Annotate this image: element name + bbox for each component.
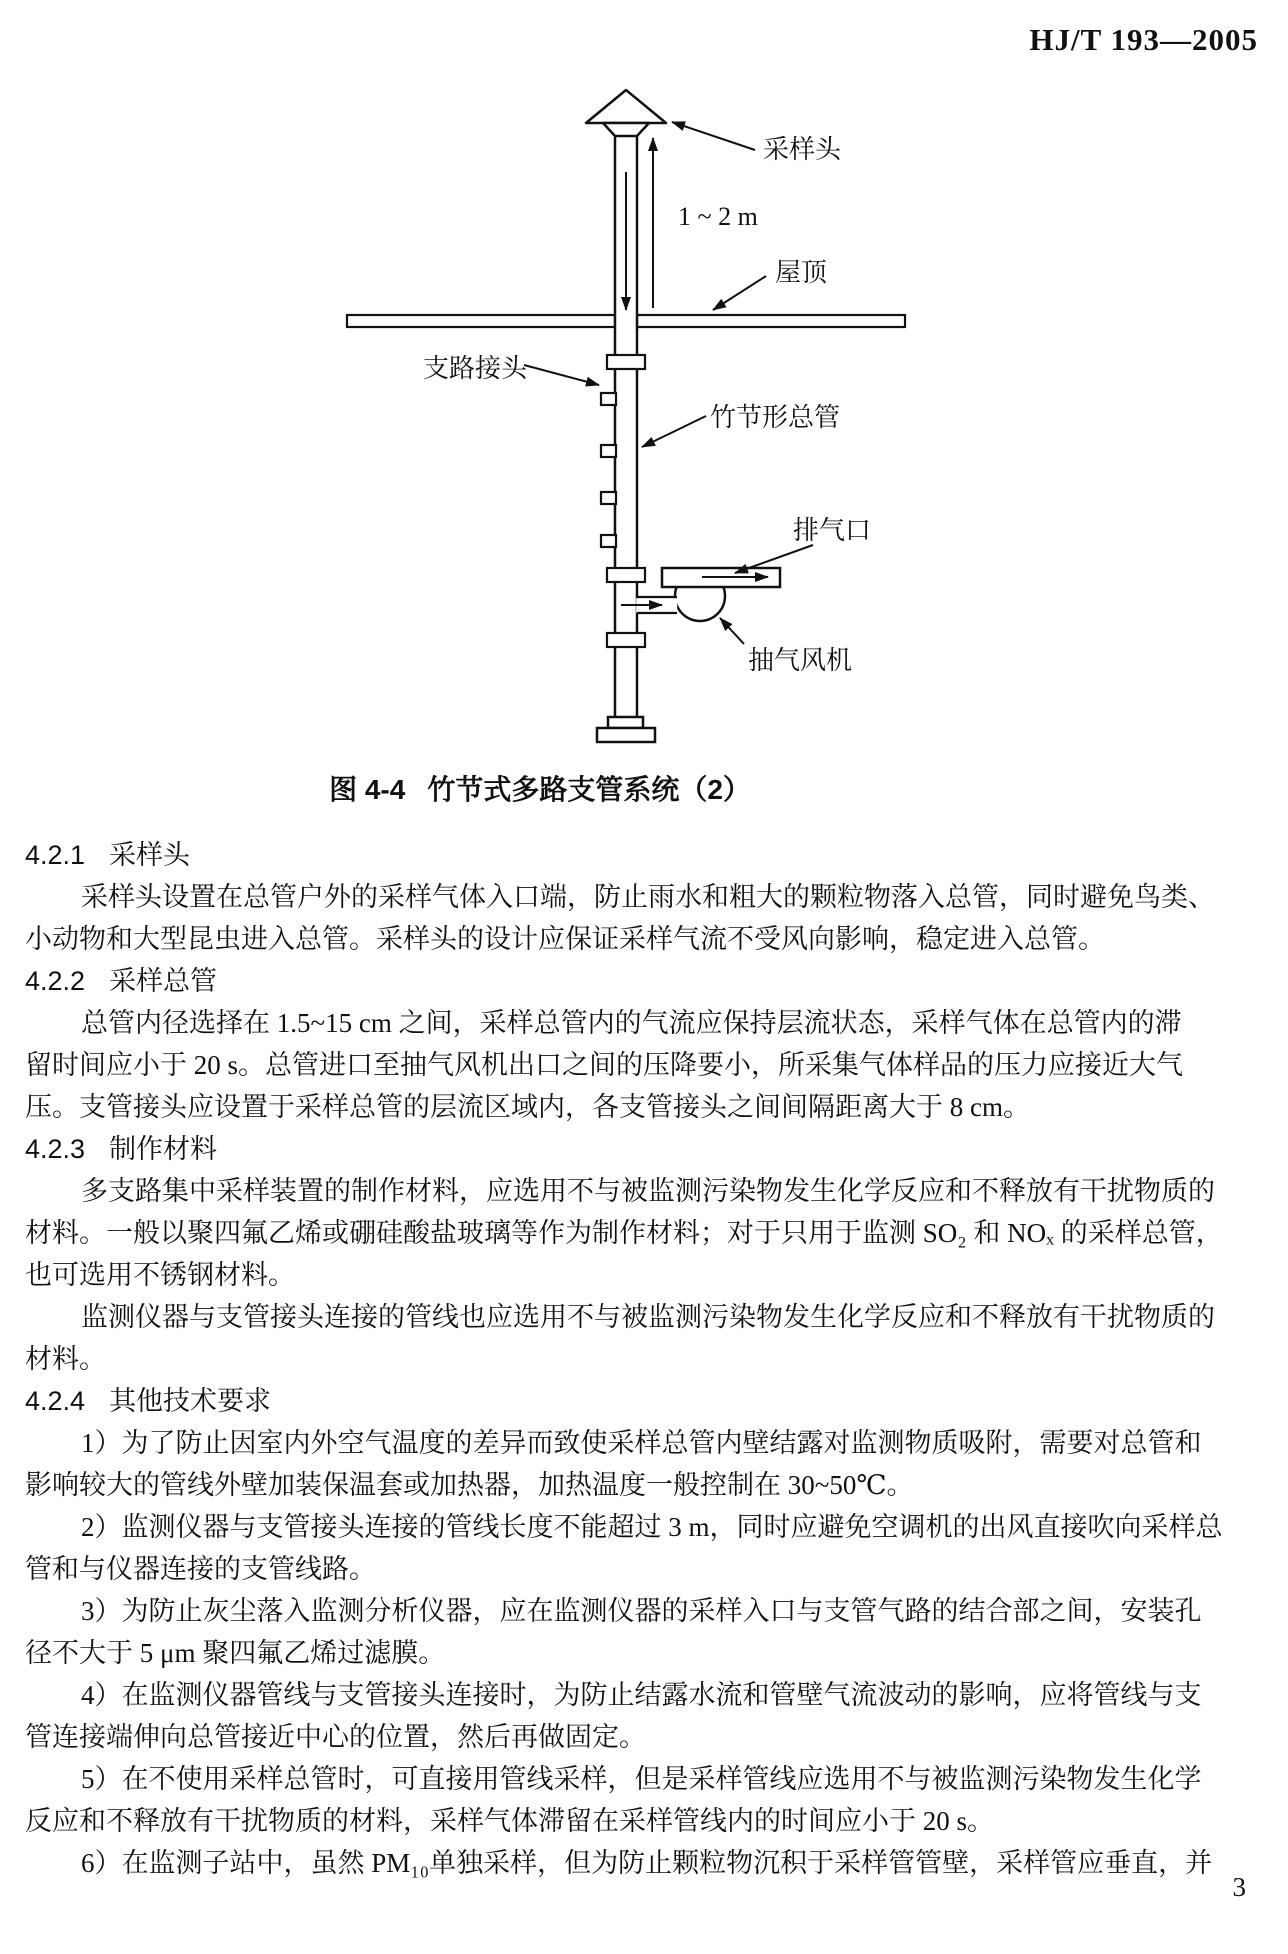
section-4-2-3-heading — [25, 1128, 1265, 1170]
figure-caption-number: 图 4-4 — [329, 774, 406, 805]
section-title: 其他技术要求 — [109, 1386, 272, 1416]
bamboo-pipe-label: 竹节形总管 — [710, 403, 841, 432]
section-title: 采样总管 — [109, 966, 218, 996]
body-line: 径不大于 5 μm 聚四氟乙烯过滤膜。 — [25, 1638, 446, 1668]
body-line: 6）在监测子站中，虽然 PM₁₀单独采样，但为防止颗粒物沉积于采样管管壁，采样管应垂直，并 — [81, 1848, 1213, 1878]
sampling-head-cone — [586, 90, 666, 136]
exhaust-fan-label: 抽气风机 — [748, 646, 853, 675]
roof-arrow — [713, 276, 766, 310]
section-4-2-4-heading — [25, 1380, 1265, 1422]
body-line: 多支路集中采样装置的制作材料，应选用不与被监测污染物发生化学反应和不释放有干扰物质的 — [81, 1176, 1215, 1206]
body-line: 材料。一般以聚四氟乙烯或硼硅酸盐玻璃等作为制作材料；对于只用于监测 SO₂ 和 NOₓ 的采样总管， — [25, 1218, 1223, 1248]
body-line: 材料。 — [25, 1344, 106, 1374]
body-line: 管连接端伸向总管接近中心的位置，然后再做固定。 — [25, 1722, 646, 1752]
body-line: 总管内径选择在 1.5~15 cm 之间，采样总管内的气流应保持层流状态，采样气体在总管内的滞 — [81, 1008, 1182, 1038]
body-line: 也可选用不锈钢材料。 — [25, 1260, 295, 1290]
sampling-system-diagram — [0, 62, 1288, 768]
branch-joint-label: 支路接头 — [423, 354, 528, 383]
exhaust-port-label: 排气口 — [793, 516, 872, 545]
section-title: 采样头 — [109, 840, 191, 870]
page-number: 3 — [1232, 1872, 1246, 1902]
branch-joint-arrow — [524, 365, 599, 385]
exhaust-fan-arrow — [720, 618, 744, 644]
dimension-label: 1 ~ 2 m — [678, 202, 758, 231]
body-line: 影响较大的管线外壁加装保温套或加热器，加热温度一般控制在 30~50℃。 — [25, 1470, 914, 1500]
body-line: 5）在不使用采样总管时，可直接用管线采样，但是采样管线应选用不与被监测污染物发生化学 — [81, 1764, 1202, 1794]
doc-number: HJ/T 193—2005 — [1029, 22, 1258, 57]
sampling-head-label: 采样头 — [763, 135, 842, 164]
sampling-head-arrow — [672, 122, 755, 150]
section-number: 4.2.4 — [25, 1386, 86, 1416]
figure-caption — [0, 768, 1080, 808]
body-line: 2）监测仪器与支管接头连接的管线长度不能超过 3 m，同时应避免空调机的出风直接吹向采样总 — [81, 1512, 1223, 1542]
body-line: 监测仪器与支管接头连接的管线也应选用不与被监测污染物发生化学反应和不释放有干扰物质的 — [81, 1302, 1215, 1332]
body-line: 压。支管接头应设置于采样总管的层流区域内，各支管接头之间间隔距离大于 8 cm。 — [25, 1092, 1030, 1122]
bamboo-pipe-arrow — [642, 416, 706, 447]
section-title: 制作材料 — [109, 1134, 218, 1164]
section-4-2-1-heading — [25, 834, 1265, 876]
section-number: 4.2.1 — [25, 840, 86, 870]
pipe-base — [597, 717, 655, 742]
section-number: 4.2.3 — [25, 1134, 86, 1164]
section-number: 4.2.2 — [25, 966, 86, 996]
body-line: 3）为防止灰尘落入监测分析仪器，应在监测仪器的采样入口与支管气路的结合部之间，安装孔 — [81, 1596, 1202, 1626]
body-line: 4）在监测仪器管线与支管接头连接时，为防止结露水流和管壁气流波动的影响，应将管线与支 — [81, 1680, 1202, 1710]
figure-caption-title: 竹节式多路支管系统（2） — [427, 774, 751, 805]
document-body — [25, 834, 1265, 1884]
roof-label: 屋顶 — [775, 258, 828, 287]
section-4-2-2-heading — [25, 960, 1265, 1002]
body-line: 反应和不释放有干扰物质的材料，采样气体滞留在采样管线内的时间应小于 20 s。 — [25, 1806, 995, 1836]
body-line: 1）为了防止因室内外空气温度的差异而致使采样总管内壁结露对监测物质吸附，需要对总管和 — [81, 1428, 1202, 1458]
body-line: 管和与仪器连接的支管线路。 — [25, 1554, 376, 1584]
body-line: 小动物和大型昆虫进入总管。采样头的设计应保证采样气流不受风向影响，稳定进入总管。 — [25, 924, 1105, 954]
body-line: 留时间应小于 20 s。总管进口至抽气风机出口之间的压降要小，所采集气体样品的压力应接近大气 — [25, 1050, 1184, 1080]
body-line: 采样头设置在总管户外的采样气体入口端，防止雨水和粗大的颗粒物落入总管，同时避免鸟类、 — [81, 882, 1215, 912]
